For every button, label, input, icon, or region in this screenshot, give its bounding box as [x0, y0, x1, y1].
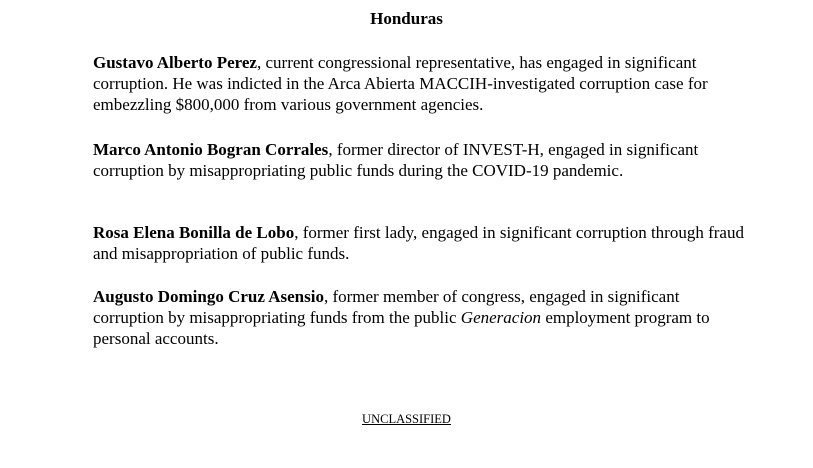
designation-entry — [93, 222, 753, 264]
entry-description: , current congressional representative, has engaged in significant corruption. He was indicted in the Arca Abierta MACCIH-investigated corruption case for embezzling $800,000 from various government agencies. — [93, 53, 708, 114]
program-name: Generacion — [460, 308, 542, 327]
entry-description: , former director of INVEST-H, engaged in significant corruption by misappropriating public funds during the COVID-19 pandemic. — [93, 140, 699, 180]
entry-description-start: , former member of congress, engaged in significant corruption by misappropriating funds from the public — [93, 287, 680, 327]
person-name: Rosa Elena Bonilla de Lobo — [93, 223, 295, 242]
entry-description-end: employment program to personal accounts. — [93, 308, 710, 348]
person-name: Gustavo Alberto Perez — [93, 53, 257, 72]
entry-description: , former first lady, engaged in significant corruption through fraud and misappropriation of public funds. — [93, 223, 744, 263]
designation-entry — [93, 139, 753, 181]
person-name: Augusto Domingo Cruz Asensio — [93, 287, 324, 306]
designation-entry — [93, 286, 753, 349]
person-name: Marco Antonio Bogran Corrales — [93, 140, 329, 159]
designation-entry — [93, 52, 753, 115]
section-heading: Honduras — [370, 9, 443, 28]
classification-marking: UNCLASSIFIED — [362, 412, 451, 426]
